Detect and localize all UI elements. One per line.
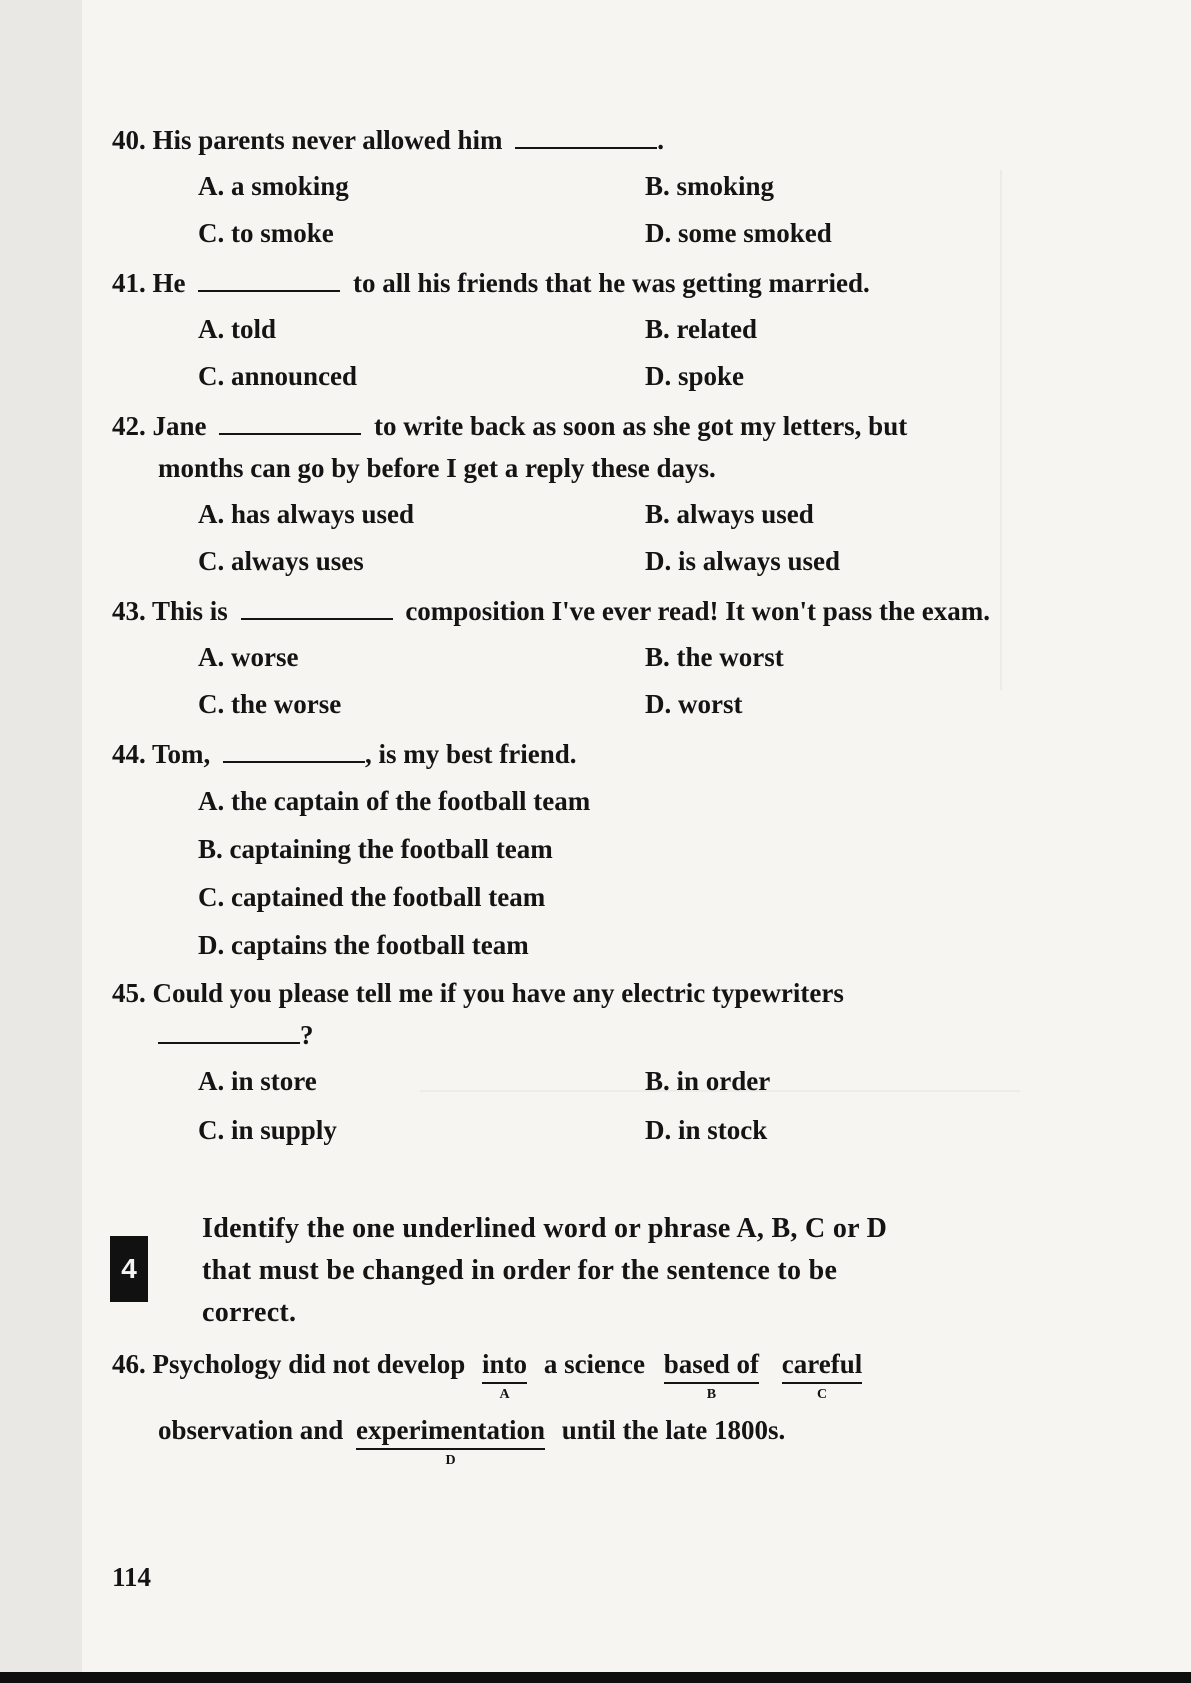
question-text: to write back as soon as she got my letters, but bbox=[374, 411, 908, 441]
question-number: 41. bbox=[112, 268, 146, 298]
question-text: Tom, bbox=[152, 739, 211, 769]
option-d: D. is always used bbox=[645, 546, 841, 576]
question-text: a science bbox=[543, 1349, 646, 1379]
underlined-option-b: based of B bbox=[663, 1349, 760, 1402]
option-d: D. spoke bbox=[645, 361, 745, 391]
question-text: Could you please tell me if you have any electric typewriters bbox=[152, 978, 844, 1008]
option-a: A. has always used bbox=[198, 499, 415, 529]
question-text: Jane bbox=[152, 411, 207, 441]
option-b: B. related bbox=[645, 314, 757, 344]
question-text: until the late 1800s. bbox=[561, 1415, 786, 1445]
question-42 bbox=[112, 410, 907, 442]
question-number: 40. bbox=[112, 125, 146, 155]
answer-blank bbox=[241, 596, 393, 620]
answer-blank bbox=[158, 1020, 300, 1044]
question-text: ? bbox=[300, 1020, 314, 1050]
question-45 bbox=[112, 977, 844, 1009]
question-text: composition I've ever read! It won't pass the exam. bbox=[405, 596, 991, 626]
option-label-a: A bbox=[499, 1387, 510, 1402]
question-42-continued: months can go by before I get a reply these days. bbox=[158, 453, 716, 483]
option-b: B. smoking bbox=[645, 171, 775, 201]
option-b: B. always used bbox=[645, 499, 814, 529]
option-b: B. in order bbox=[645, 1066, 771, 1096]
question-text: observation and bbox=[158, 1415, 344, 1445]
question-number: 42. bbox=[112, 411, 146, 441]
section-instruction-line: Identify the one underlined word or phrase A, B, C or D bbox=[202, 1213, 888, 1244]
question-46-continued bbox=[158, 1414, 786, 1468]
question-number: 44. bbox=[112, 739, 146, 769]
option-d: D. in stock bbox=[645, 1115, 768, 1145]
question-text: . bbox=[657, 125, 665, 155]
underlined-option-d: experimentation D bbox=[356, 1415, 546, 1468]
question-number: 45. bbox=[112, 978, 146, 1008]
question-text: Psychology did not develop bbox=[152, 1349, 466, 1379]
option-a: A. the captain of the football team bbox=[198, 786, 591, 816]
underlined-option-a: into A bbox=[482, 1349, 528, 1402]
question-41 bbox=[112, 267, 870, 299]
option-c: C. to smoke bbox=[198, 218, 334, 248]
answer-blank bbox=[198, 268, 340, 292]
option-a: A. in store bbox=[198, 1066, 317, 1096]
question-45-continued bbox=[158, 1019, 314, 1051]
question-number: 43. bbox=[112, 596, 146, 626]
question-43 bbox=[112, 595, 990, 627]
option-d: D. some smoked bbox=[645, 218, 832, 248]
answer-blank bbox=[515, 125, 657, 149]
answer-blank bbox=[223, 739, 365, 763]
option-d: D. worst bbox=[645, 689, 743, 719]
option-b: B. captaining the football team bbox=[198, 834, 553, 864]
option-c: C. always uses bbox=[198, 546, 364, 576]
section-instruction-line: correct. bbox=[202, 1297, 297, 1328]
answer-blank bbox=[219, 411, 361, 435]
option-c: C. the worse bbox=[198, 689, 342, 719]
bleed-through-shadow bbox=[1000, 170, 1152, 690]
underlined-option-c: careful C bbox=[781, 1349, 863, 1402]
option-a: A. told bbox=[198, 314, 277, 344]
option-c: C. in supply bbox=[198, 1115, 337, 1145]
section-number-badge: 4 bbox=[110, 1236, 148, 1302]
option-b: B. the worst bbox=[645, 642, 784, 672]
question-44 bbox=[112, 738, 577, 770]
question-number: 46. bbox=[112, 1349, 146, 1379]
page-number: 114 bbox=[112, 1562, 152, 1592]
option-c: C. captained the football team bbox=[198, 882, 546, 912]
question-text: This is bbox=[152, 596, 228, 626]
option-a: A. worse bbox=[198, 642, 299, 672]
option-label-b: B bbox=[706, 1387, 717, 1402]
question-text: , is my best friend. bbox=[365, 739, 577, 769]
option-d: D. captains the football team bbox=[198, 930, 529, 960]
question-text: He bbox=[152, 268, 186, 298]
option-label-c: C bbox=[816, 1387, 828, 1402]
question-46 bbox=[112, 1348, 863, 1402]
option-a: A. a smoking bbox=[198, 171, 349, 201]
section-instruction-line: that must be changed in order for the sentence to be bbox=[202, 1255, 838, 1286]
question-text: to all his friends that he was getting married. bbox=[353, 268, 870, 298]
scan-edge bbox=[0, 1672, 1191, 1683]
option-label-d: D bbox=[445, 1453, 456, 1468]
option-c: C. announced bbox=[198, 361, 358, 391]
question-text: His parents never allowed him bbox=[152, 125, 503, 155]
question-40 bbox=[112, 124, 664, 156]
